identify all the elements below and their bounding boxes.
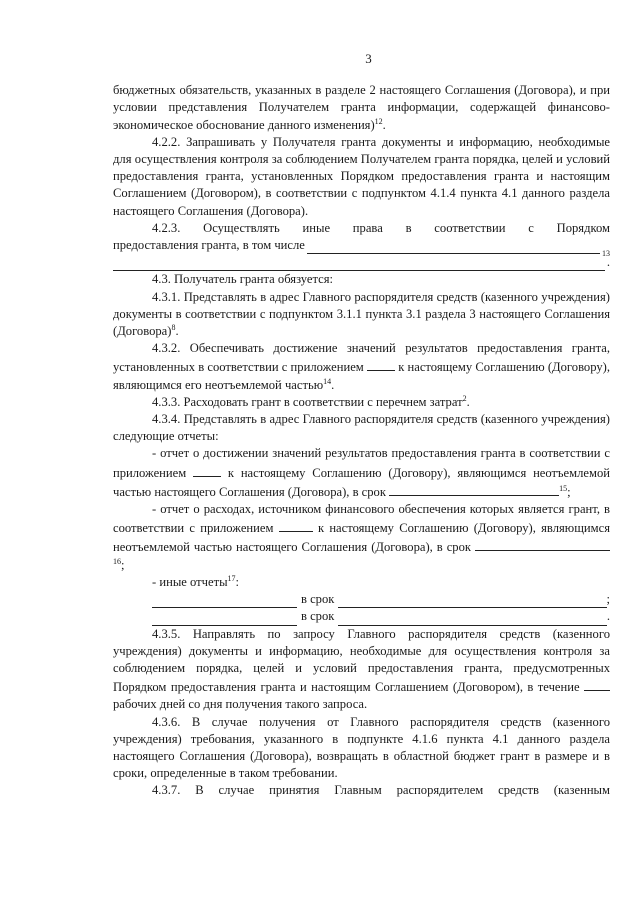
blank-field[interactable] [307, 240, 600, 254]
punctuation: ; [121, 557, 125, 572]
paragraph-4-3-2 [113, 340, 610, 394]
punctuation: ; [606, 592, 610, 607]
paragraph-text: рабочих дней со дня получения такого запроса. [113, 697, 368, 712]
paragraph-4-3-1 [113, 289, 610, 341]
blank-field[interactable] [279, 518, 313, 532]
page-number: 3 [365, 51, 372, 66]
footnote-ref: 17 [227, 573, 236, 583]
paragraph-4-2-3-line1: 4.2.3. Осуществлять иные права в соответствии с Порядком [152, 220, 610, 235]
report-expenses-item [113, 501, 610, 574]
paragraph-text: предоставления гранта, в том числе [113, 238, 305, 253]
paragraph-text: - отчет о достижении значений результатов предоставления гранта в соответствии с приложением [113, 446, 610, 480]
deadline-label: в срок [301, 609, 335, 624]
paragraph-text: 4.3.5. Направлять по запросу Главного распорядителя средств (казенного учреждения) документы и информацию, необходимые для осуществления контроля за соблюдением порядка, целей и условий предоставления гранта, предусмотренных Порядком предоставления гранта и настоящим Соглашением (Договором), в течение [113, 626, 610, 695]
punctuation: ; [567, 484, 571, 499]
footnote-ref: 2 [462, 393, 467, 403]
paragraph-text: 4.3.1. Представлять в адрес Главного распорядителя средств (казенного учреждения) документы в соответствии с подпунктом 3.1.1 пункта 3.1 раздела 3 настоящего Соглашения (Договора) [113, 289, 610, 339]
paragraph-budget-obligations [113, 82, 610, 134]
blank-field[interactable] [584, 677, 610, 691]
paragraph-4-2-3-line2: предоставления гранта, в том числе 13 [113, 238, 610, 259]
footnote-ref: 12 [374, 116, 383, 126]
punctuation: . [606, 255, 610, 270]
deadline-label: в срок [301, 592, 335, 607]
paragraph-text: к настоящему Соглашению (Договору), являющимся неотъемлемой частью настоящего Соглашения (Договора), в срок [113, 465, 610, 499]
blank-field[interactable] [475, 537, 610, 551]
paragraph-text: бюджетных обязательств, указанных в разделе 2 настоящего Соглашения (Договора), и при условии представления Получателем гранта информации, содержащей финансово-экономическое обоснование данного изменения) [113, 83, 610, 132]
paragraph-text: 4.3.2. Обеспечивать достижение значений результатов предоставления гранта, установленных в соответствии с приложением [113, 341, 610, 375]
report-name-field[interactable] [152, 594, 297, 608]
paragraph-4-3-6: 4.3.6. В случае получения от Главного распорядителя средств (казенного учреждения) требования, указанного в подпункте 4.1.6 пункта 4.1 данного раздела настоящего Соглашения (Договора), возвращать в областной бюджет грант в размере и в сроки, определенные в таком требовании. [113, 714, 610, 781]
blank-field[interactable] [367, 357, 395, 371]
paragraph-4-3-7: 4.3.7. В случае принятия Главным распорядителем средств (казенным [152, 783, 610, 798]
blank-field[interactable] [389, 482, 559, 496]
paragraph-4-3-5 [113, 626, 610, 714]
paragraph-4-2-3-line3 [113, 254, 610, 271]
paragraph-4-2-2: 4.2.2. Запрашивать у Получателя гранта документы и информацию, необходимые для осуществления контроля за соблюдением Получателем гранта порядка, целей и условий предоставления гранта, установленных Порядком предоставления гранта и настоящим Соглашением (Договором), в соответствии с подпунктом 4.1.4 пункта 4.1 данного раздела настоящего Соглашения (Договора). [113, 134, 610, 218]
punctuation: . [466, 394, 470, 409]
punctuation: : [235, 574, 240, 589]
paragraph-text: - отчет о расходах, источником финансового обеспечения которых является грант, в соответствии с приложением [113, 502, 610, 536]
punctuation: . [382, 117, 386, 132]
paragraph-4-3: 4.3. Получатель гранта обязуется: [152, 272, 334, 287]
punctuation: . [606, 609, 610, 624]
other-report-row [113, 591, 610, 608]
footnote-ref: 15 [559, 483, 568, 493]
blank-field[interactable] [113, 257, 605, 271]
footnote-ref: 16 [113, 556, 121, 566]
paragraph-text: к настоящему Соглашению (Договору), являющимся его неотъемлемой частью [113, 360, 610, 392]
paragraph-text: к настоящему Соглашению (Договору), являющимся неотъемлемой частью настоящего Соглашения (Договора), в срок [113, 521, 610, 555]
deadline-field[interactable] [338, 612, 606, 626]
punctuation: . [175, 324, 179, 339]
paragraph-4-3-3 [113, 394, 610, 411]
blank-field[interactable] [193, 463, 221, 477]
deadline-field[interactable] [338, 594, 606, 608]
footnote-ref: 8 [171, 322, 176, 332]
paragraph-4-3-4: 4.3.4. Представлять в адрес Главного распорядителя средств (казенного учреждения) следующие отчеты: [113, 412, 610, 444]
report-results-item [113, 445, 610, 501]
paragraph-text: 4.3.3. Расходовать грант в соответствии с перечнем затрат [152, 394, 463, 409]
other-report-row [113, 608, 610, 625]
report-name-field[interactable] [152, 612, 297, 626]
footnote-ref: 14 [323, 376, 332, 386]
punctuation: . [331, 377, 335, 392]
other-reports-item [113, 574, 610, 591]
paragraph-text: - иные отчеты [152, 574, 228, 589]
